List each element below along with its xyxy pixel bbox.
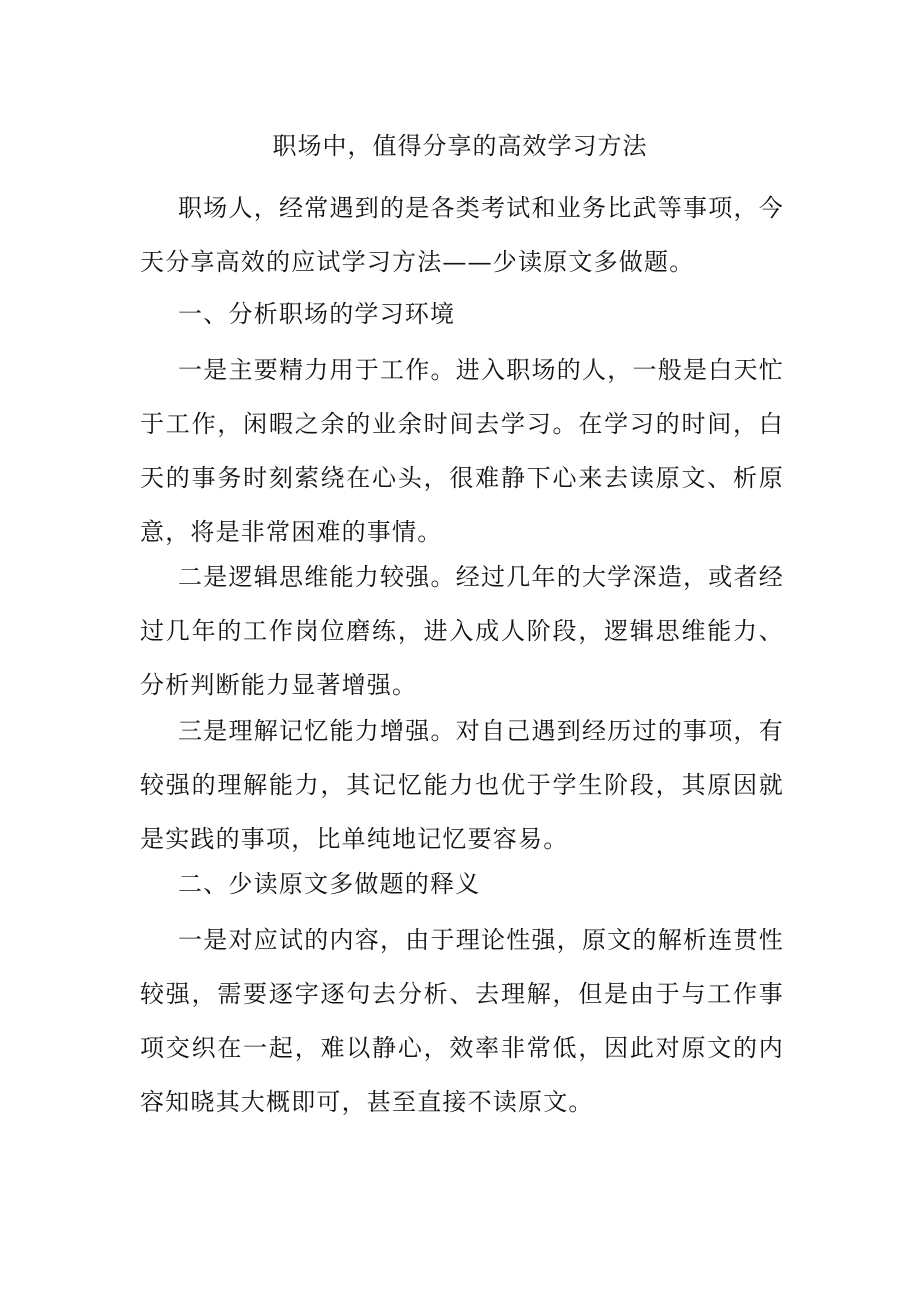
- intro-paragraph: 职场人，经常遇到的是各类考试和业务比武等事项，今天分享高效的应试学习方法——少读原文多做题。: [140, 194, 784, 276]
- section2-point1-paragraph: 一是对应试的内容，由于理论性强，原文的解析连贯性较强，需要逐字逐句去分析、去理解，但是由于与工作事项交织在一起，难以静心，效率非常低，因此对原文的内容知晓其大概即可，甚至直接不读原文。: [140, 926, 784, 1116]
- section1-point1-paragraph: 一是主要精力用于工作。进入职场的人，一般是白天忙于工作，闲暇之余的业余时间去学习。在学习的时间，白天的事务时刻萦绕在心头，很难静下心来去读原文、析原意，将是非常困难的事情。: [140, 356, 784, 546]
- section1-point3-paragraph: 三是理解记忆能力增强。对自己遇到经历过的事项，有较强的理解能力，其记忆能力也优于学生阶段，其原因就是实践的事项，比单纯地记忆要容易。: [140, 717, 784, 853]
- section-heading-1: 一、分析职场的学习环境: [178, 300, 456, 328]
- document-title: 职场中，值得分享的高效学习方法: [272, 132, 648, 160]
- section-heading-2: 二、少读原文多做题的释义: [178, 870, 481, 898]
- section1-point2-paragraph: 二是逻辑思维能力较强。经过几年的大学深造，或者经过几年的工作岗位磨练，进入成人阶段，逻辑思维能力、分析判断能力显著增强。: [140, 563, 784, 699]
